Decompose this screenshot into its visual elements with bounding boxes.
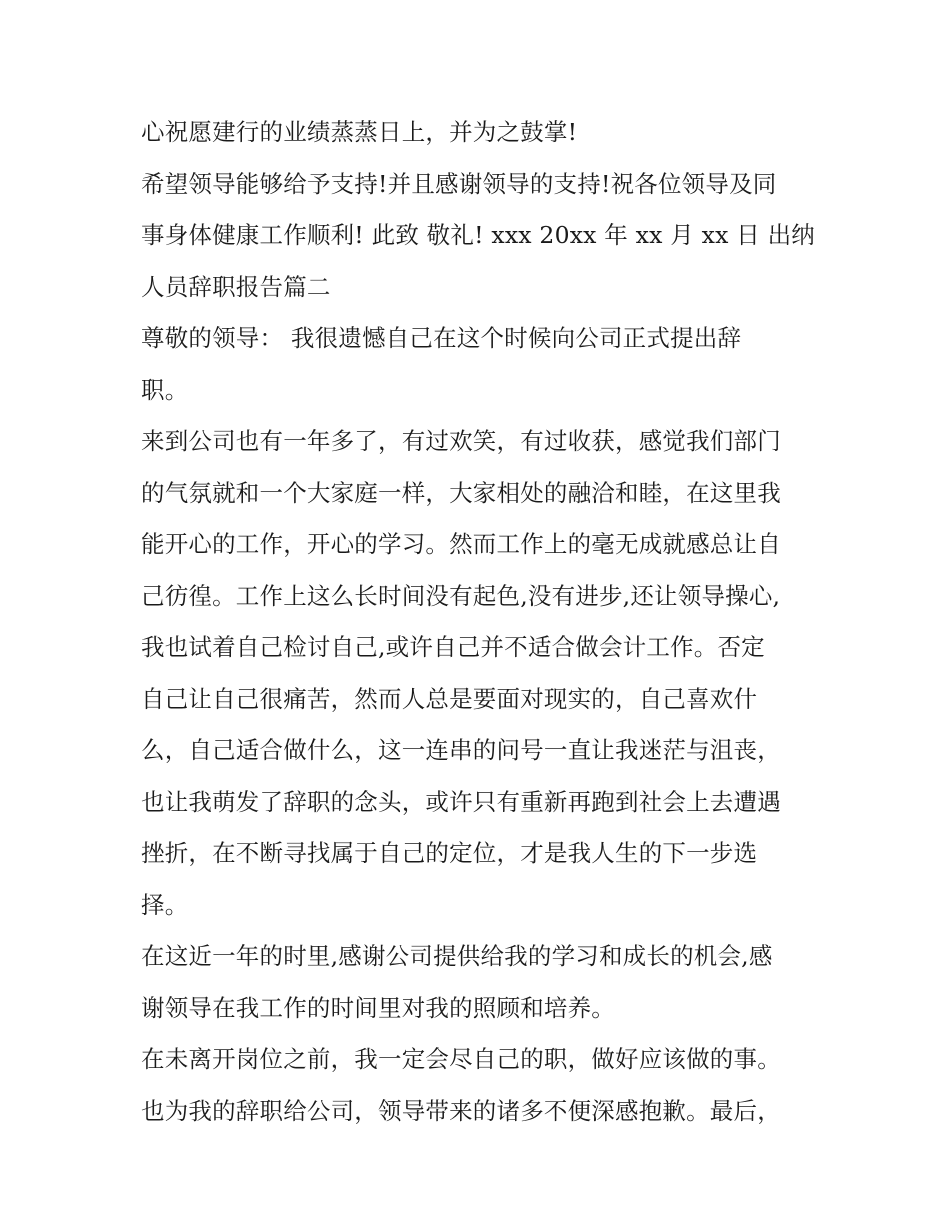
section-heading-line: 人员辞职报告篇二: [141, 272, 331, 301]
text-line: 职。: [141, 375, 189, 404]
document-body: [141, 107, 821, 1137]
text-line: 挫折，在不断寻找属于自己的定位，才是我人生的下一步选: [141, 839, 758, 867]
text-line: 的气氛就和一个大家庭一样，大家相处的融洽和睦，在这里我: [141, 478, 781, 507]
text-line: 也让我萌发了辞职的念头，或许只有重新再跑到社会上去遭遇: [141, 787, 781, 816]
text-line: 择。: [141, 890, 189, 919]
text-line: 尊敬的领导： 我很遗憾自己在这个时候向公司正式提出辞: [141, 324, 742, 352]
text-line: 能开心的工作，开心的学习。然而工作上的毫无成就感总让自: [141, 530, 781, 558]
text-line: 自己让自己很痛苦，然而人总是要面对现实的，自己喜欢什: [141, 684, 758, 713]
text-line: 我也试着自己检讨自己,或许自己并不适合做会计工作。否定: [141, 633, 765, 661]
text-line: 己彷徨。工作上这么长时间没有起色,没有进步,还让领导操心,: [141, 581, 781, 610]
text-line: 谢领导在我工作的时间里对我的照顾和培养。: [141, 993, 615, 1022]
text-line: 事身体健康工作顺利! 此致 敬礼! xxx 20xx 年 xx 月 xx 日 出纳: [141, 221, 815, 249]
text-line: 也为我的辞职给公司，领导带来的诸多不便深感抱歉。最后，: [141, 1096, 781, 1125]
text-line: 在这近一年的时里,感谢公司提供给我的学习和成长的机会,感: [141, 942, 773, 970]
text-line: 来到公司也有一年多了，有过欢笑，有过收获，感觉我们部门: [141, 427, 781, 455]
text-line: 希望领导能够给予支持!并且感谢领导的支持!祝各位领导及同: [141, 169, 777, 198]
text-line: 在未离开岗位之前，我一定会尽自己的职，做好应该做的事。: [141, 1045, 781, 1073]
text-line: 么，自己适合做什么，这一连串的问号一直让我迷茫与沮丧，: [141, 736, 781, 764]
text-line: 心祝愿建行的业绩蒸蒸日上，并为之鼓掌!: [141, 118, 578, 146]
